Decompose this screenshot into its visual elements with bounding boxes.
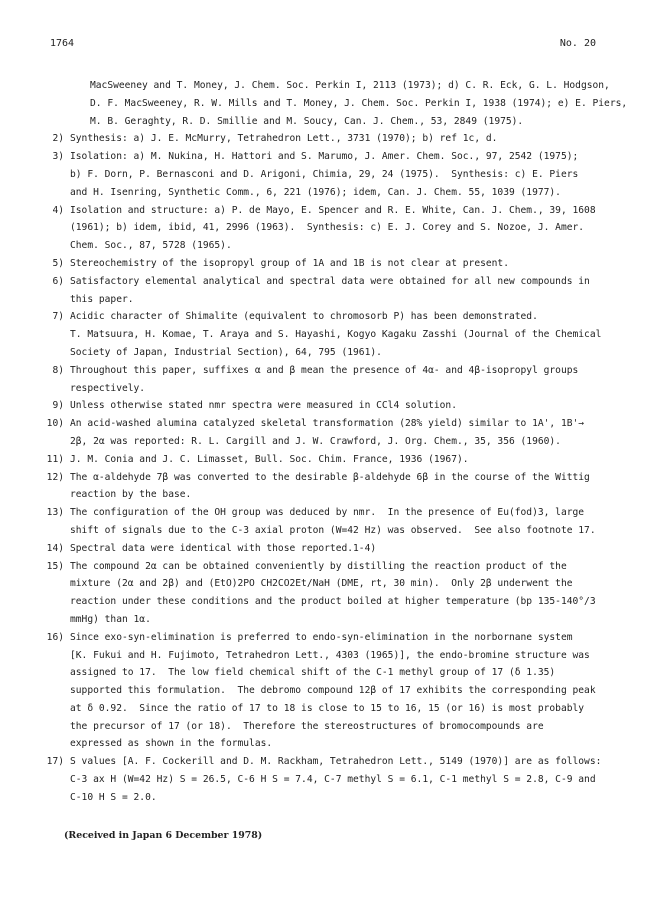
footnote-number: 15) (46, 560, 64, 572)
footnote-text (64, 415, 624, 451)
footnote-number: 3) (52, 151, 64, 163)
footnote-number: 16) (46, 631, 64, 643)
footnote (44, 451, 624, 469)
footnote-text (64, 469, 624, 505)
footnote (44, 148, 624, 201)
footnote-line: Stereochemistry of the isopropyl group of 1A and 1B is not clear at present. (70, 257, 509, 269)
footnote-text (64, 629, 624, 754)
footnote-line: and H. Isenring, Synthetic Comm., 6, 221 (1976); idem, Can. J. Chem. 55, 1039 (1977). (70, 186, 561, 198)
footnote-number: 7) (52, 311, 64, 323)
footnote (44, 308, 624, 361)
footnote-text (64, 273, 624, 309)
footnote-line: the precursor of 17 (or 18). Therefore the stereostructures of bromocompounds are (70, 720, 544, 732)
footnote-line: Spectral data were identical with those reported.1-4) (70, 542, 377, 554)
footnote (44, 397, 624, 415)
page-number: 1764 (50, 38, 75, 49)
footnote-number: 6) (52, 275, 64, 287)
footnote-line: mmHg) than 1α. (70, 613, 151, 625)
footnote-line: Chem. Soc., 87, 5728 (1965). (70, 240, 232, 252)
footnote-line: The configuration of the OH group was deduced by nmr. In the presence of Eu(fod)3, large (70, 507, 585, 519)
footnote-text (64, 504, 624, 540)
footnote-line: reaction under these conditions and the product boiled at higher temperature (bp 135-140°/3 (70, 596, 596, 608)
issue-number: No. 20 (559, 38, 596, 49)
footnote-line: The compound 2α can be obtained conveniently by distilling the reaction product of the (70, 560, 567, 572)
footnote-number: 11) (46, 453, 64, 465)
footnote (44, 130, 624, 148)
footnote-line: shift of signals due to the C-3 axial proton (W=42 Hz) was observed. See also footnote 17. (70, 524, 596, 536)
footnote-line: C-3 ax H (W=42 Hz) S = 26.5, C-6 H S = 7.4, C-7 methyl S = 6.1, C-1 methyl S = 2.8, C-9 and (70, 774, 596, 786)
footnote-number: 9) (52, 400, 64, 412)
footnote (44, 202, 624, 255)
footnote-line: reaction by the base. (70, 489, 192, 501)
footnote (44, 558, 624, 629)
footnote-text (64, 558, 624, 629)
footnote-line: (1961); b) idem, ibid, 41, 2996 (1963). Synthesis: c) E. J. Corey and S. Nozoe, J. Amer. (70, 222, 585, 234)
footnote (44, 415, 624, 451)
footnote-number: 5) (52, 257, 64, 269)
footnote-number: 17) (46, 756, 64, 768)
footnote (44, 629, 624, 754)
footnote (44, 77, 628, 130)
footnote-line: D. F. MacSweeney, R. W. Mills and T. Money, J. Chem. Soc. Perkin I, 1938 (1974); e) E. Piers, (90, 97, 628, 109)
footnote-line: Isolation: a) M. Nukina, H. Hattori and S. Marumo, J. Amer. Chem. Soc., 97, 2542 (1975); (70, 151, 579, 163)
footnote-text (64, 753, 624, 806)
footnote-line: An acid-washed alumina catalyzed skeletal transformation (28% yield) similar to 1A', 1B'→ (70, 418, 585, 430)
footnote-line: respectively. (70, 382, 146, 394)
footnote-number: 2) (52, 133, 64, 145)
footnote-text (64, 308, 624, 361)
footnote (44, 273, 624, 309)
footnote-line: Unless otherwise stated nmr spectra were measured in CCl4 solution. (70, 400, 457, 412)
footnote-line: supported this formulation. The debromo compound 12β of 17 exhibits the corresponding peak (70, 685, 596, 697)
footnote-line: S values [A. F. Cockerill and D. M. Rackham, Tetrahedron Lett., 5149 (1970)] are as follows: (70, 756, 602, 768)
footnote-number (44, 77, 64, 130)
footnote-line: M. B. Geraghty, R. D. Smillie and M. Soucy, Can. J. Chem., 53, 2849 (1975). (90, 115, 524, 127)
footnote-line: The α-aldehyde 7β was converted to the desirable β-aldehyde 6β in the course of the Wittig (70, 471, 590, 483)
footnote-line: expressed as shown in the formulas. (70, 738, 273, 750)
footnote-number: 4) (52, 204, 64, 216)
footnote-number: 8) (52, 364, 64, 376)
footnote-number: 13) (46, 507, 64, 519)
footnote-text (64, 397, 624, 415)
received-date: (Received in Japan 6 December 1978) (64, 830, 263, 841)
footnote-text (64, 130, 624, 148)
footnote-text (64, 362, 624, 398)
footnote-line: J. M. Conia and J. C. Limasset, Bull. Soc. Chim. France, 1936 (1967). (70, 453, 469, 465)
footnote (44, 504, 624, 540)
footnote (44, 469, 624, 505)
footnote-number: 12) (46, 471, 64, 483)
footnote-line: Since exo-syn-elimination is preferred to endo-syn-elimination in the norbornane system (70, 631, 573, 643)
footnote-line: b) F. Dorn, P. Bernasconi and D. Arigoni, Chimia, 29, 24 (1975). Synthesis: c) E. Piers (70, 168, 579, 180)
footnote-line: assigned to 17. The low field chemical shift of the C-1 methyl group of 17 (δ 1.35) (70, 667, 556, 679)
footnote-line: 2β, 2α was reported: R. L. Cargill and J. W. Crawford, J. Org. Chem., 35, 356 (1960). (70, 435, 561, 447)
footnote-text (64, 451, 624, 469)
footnote-line: [K. Fukui and H. Fujimoto, Tetrahedron Lett., 4303 (1965)], the endo-bromine structure was (70, 649, 590, 661)
footnote-line: Satisfactory elemental analytical and spectral data were obtained for all new compounds in (70, 275, 590, 287)
footnote-text (90, 77, 627, 130)
footnote (44, 362, 624, 398)
footnote-line: MacSweeney and T. Money, J. Chem. Soc. Perkin I, 2113 (1973); d) C. R. Eck, G. L. Hodgson, (90, 80, 610, 91)
footnote-line: Isolation and structure: a) P. de Mayo, E. Spencer and R. E. White, Can. J. Chem., 39, 1608 (70, 204, 596, 216)
footnote-line: Acidic character of Shimalite (equivalent to chromosorb P) has been demonstrated. (70, 311, 538, 323)
footnote-text (64, 540, 624, 558)
footnote-line: at δ 0.92. Since the ratio of 17 to 18 is close to 15 to 16, 15 (or 16) is most probably (70, 702, 585, 714)
footnote-line: T. Matsuura, H. Komae, T. Araya and S. Hayashi, Kogyo Kagaku Zasshi (Journal of the Chemical (70, 329, 602, 341)
footnote-line: Synthesis: a) J. E. McMurry, Tetrahedron Lett., 3731 (1970); b) ref 1c, d. (70, 133, 498, 145)
footnote-line: Society of Japan, Industrial Section), 64, 795 (1961). (70, 346, 382, 358)
footnote-line: C-10 H S = 2.0. (70, 791, 157, 803)
footnote-number: 14) (46, 542, 64, 554)
footnotes (44, 77, 628, 807)
footnote (44, 753, 624, 806)
footnote-number: 10) (46, 418, 64, 430)
footnote (44, 255, 624, 273)
footnote-text (64, 148, 624, 201)
footnote-text (64, 255, 624, 273)
footnote-line: this paper. (70, 293, 134, 305)
footnote-line: Throughout this paper, suffixes α and β mean the presence of 4α- and 4β-isopropyl groups (70, 364, 579, 376)
footnote (44, 540, 624, 558)
footnote-text (64, 202, 624, 255)
footnote-line: mixture (2α and 2β) and (EtO)2PO CH2CO2Et/NaH (DME, rt, 30 min). Only 2β underwent the (70, 578, 573, 590)
